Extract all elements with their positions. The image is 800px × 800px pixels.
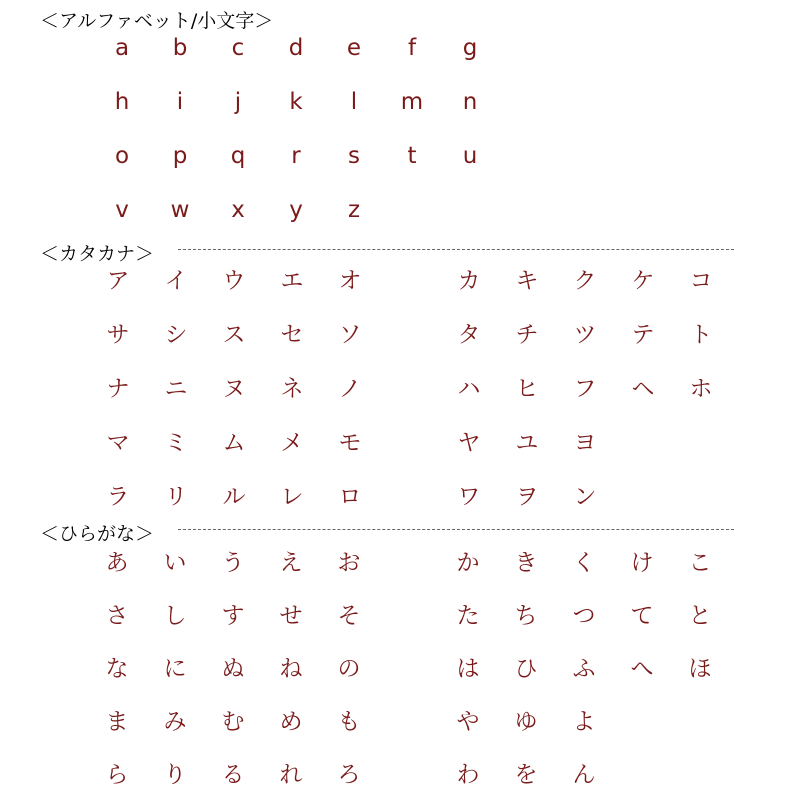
- character-cell: ソ: [338, 322, 362, 348]
- character-cell: マ: [106, 430, 130, 456]
- character-cell: コ: [689, 268, 713, 294]
- character-cell: ロ: [338, 484, 362, 510]
- character-cell: ひ: [514, 656, 538, 682]
- character-cell: せ: [279, 603, 303, 629]
- character-cell: v: [115, 197, 129, 223]
- character-cell: m: [400, 89, 424, 115]
- character-cell: ト: [689, 322, 713, 348]
- character-cell: ら: [105, 762, 129, 788]
- character-cell: ス: [222, 322, 246, 348]
- character-cell: o: [114, 143, 130, 169]
- character-cell: ぬ: [221, 656, 245, 682]
- character-cell: b: [172, 35, 188, 61]
- character-cell: ろ: [337, 762, 361, 788]
- character-cell: ヲ: [515, 484, 539, 510]
- character-cell: み: [163, 709, 187, 735]
- character-cell: ヤ: [457, 430, 481, 456]
- character-cell: ケ: [631, 268, 655, 294]
- character-cell: ヨ: [573, 430, 597, 456]
- character-cell: t: [407, 143, 417, 169]
- character-cell: ク: [573, 268, 597, 294]
- character-cell: ン: [573, 484, 597, 510]
- character-cell: ツ: [573, 322, 597, 348]
- character-cell: y: [289, 197, 303, 223]
- hiragana-divider: [178, 529, 734, 530]
- character-cell: ラ: [106, 484, 130, 510]
- character-cell: か: [456, 550, 480, 576]
- character-cell: よ: [572, 709, 596, 735]
- character-cell: フ: [573, 376, 597, 402]
- character-cell: ル: [222, 484, 246, 510]
- character-cell: ム: [222, 430, 246, 456]
- character-cell: モ: [338, 430, 362, 456]
- character-cell: チ: [515, 322, 539, 348]
- hiragana-heading: ＜ひらがな＞: [40, 523, 155, 545]
- character-cell: ヒ: [515, 376, 539, 402]
- character-cell: ふ: [572, 656, 596, 682]
- character-cell: サ: [106, 322, 130, 348]
- character-cell: h: [114, 89, 130, 115]
- character-cell: の: [337, 656, 361, 682]
- character-cell: c: [231, 35, 245, 61]
- character-cell: そ: [337, 603, 361, 629]
- katakana-heading: ＜カタカナ＞: [40, 243, 155, 265]
- character-cell: ネ: [280, 376, 304, 402]
- character-cell: s: [348, 143, 360, 169]
- character-cell: え: [279, 550, 303, 576]
- character-cell: き: [514, 550, 538, 576]
- character-cell: ウ: [222, 268, 246, 294]
- character-cell: w: [170, 197, 190, 223]
- character-cell: す: [221, 603, 245, 629]
- character-cell: う: [221, 550, 245, 576]
- alphabet-heading: ＜アルファベット/小文字＞: [40, 10, 274, 32]
- character-cell: p: [172, 143, 188, 169]
- character-cell: し: [163, 603, 187, 629]
- character-cell: ア: [106, 268, 130, 294]
- character-cell: ヘ: [631, 376, 655, 402]
- character-cell: e: [346, 35, 362, 61]
- character-cell: あ: [105, 550, 129, 576]
- character-cell: ノ: [338, 376, 362, 402]
- character-cell: x: [231, 197, 245, 223]
- character-cell: q: [230, 143, 246, 169]
- character-cell: ハ: [457, 376, 481, 402]
- character-cell: エ: [280, 268, 304, 294]
- character-cell: さ: [105, 603, 129, 629]
- character-cell: r: [291, 143, 301, 169]
- character-cell: と: [688, 603, 712, 629]
- character-cell: カ: [457, 268, 481, 294]
- character-cell: ね: [279, 656, 303, 682]
- character-cell: イ: [164, 268, 188, 294]
- character-cell: タ: [457, 322, 481, 348]
- character-cell: つ: [572, 603, 596, 629]
- character-cell: も: [337, 709, 361, 735]
- character-cell: こ: [688, 550, 712, 576]
- character-cell: d: [288, 35, 304, 61]
- character-cell: い: [163, 550, 187, 576]
- character-cell: ゆ: [514, 709, 538, 735]
- character-cell: ん: [572, 762, 596, 788]
- character-cell: け: [630, 550, 654, 576]
- character-cell: ほ: [688, 656, 712, 682]
- character-cell: や: [456, 709, 480, 735]
- character-cell: ナ: [106, 376, 130, 402]
- character-cell: お: [337, 550, 361, 576]
- character-cell: ま: [105, 709, 129, 735]
- character-cell: レ: [280, 484, 304, 510]
- katakana-divider: [178, 249, 734, 250]
- character-cell: む: [221, 709, 245, 735]
- character-cell: u: [462, 143, 478, 169]
- character-cell: を: [514, 762, 538, 788]
- character-cell: た: [456, 603, 480, 629]
- character-cell: わ: [456, 762, 480, 788]
- character-cell: れ: [279, 762, 303, 788]
- character-cell: j: [234, 89, 242, 115]
- character-cell: く: [572, 550, 596, 576]
- character-cell: ホ: [689, 376, 713, 402]
- character-cell: ミ: [164, 430, 188, 456]
- character-cell: k: [289, 89, 303, 115]
- character-cell: め: [279, 709, 303, 735]
- character-cell: i: [176, 89, 184, 115]
- character-cell: て: [630, 603, 654, 629]
- character-cell: ユ: [515, 430, 539, 456]
- character-cell: な: [105, 656, 129, 682]
- character-cell: オ: [338, 268, 362, 294]
- character-cell: へ: [630, 656, 654, 682]
- character-cell: に: [163, 656, 187, 682]
- character-cell: a: [114, 35, 130, 61]
- character-cell: z: [347, 197, 361, 223]
- character-cell: り: [163, 762, 187, 788]
- character-cell: は: [456, 656, 480, 682]
- character-cell: キ: [515, 268, 539, 294]
- character-cell: l: [350, 89, 358, 115]
- character-cell: る: [221, 762, 245, 788]
- character-cell: テ: [631, 322, 655, 348]
- character-cell: ニ: [164, 376, 188, 402]
- character-cell: シ: [164, 322, 188, 348]
- character-cell: セ: [280, 322, 304, 348]
- character-cell: n: [462, 89, 478, 115]
- character-cell: メ: [280, 430, 304, 456]
- character-cell: g: [462, 35, 478, 61]
- character-cell: ヌ: [222, 376, 246, 402]
- character-cell: リ: [164, 484, 188, 510]
- character-cell: ワ: [457, 484, 481, 510]
- character-cell: ち: [514, 603, 538, 629]
- character-cell: f: [407, 35, 417, 61]
